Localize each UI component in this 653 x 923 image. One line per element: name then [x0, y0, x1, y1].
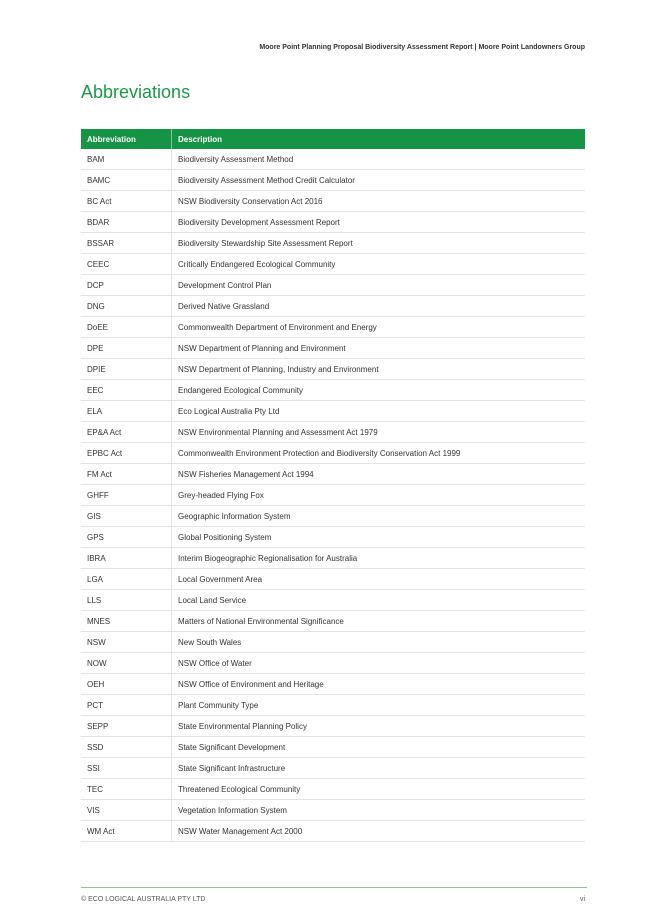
- description-cell: NSW Department of Planning, Industry and Environment: [172, 359, 586, 380]
- abbreviation-cell: DCP: [81, 275, 172, 296]
- description-cell: Development Control Plan: [172, 275, 586, 296]
- abbreviation-cell: EEC: [81, 380, 172, 401]
- table-row: [81, 590, 585, 611]
- abbreviation-cell: DPIE: [81, 359, 172, 380]
- table-header-row: [81, 129, 585, 149]
- description-cell: Local Government Area: [172, 569, 586, 590]
- abbreviation-cell: OEH: [81, 674, 172, 695]
- abbreviation-cell: NOW: [81, 653, 172, 674]
- table-row: [81, 380, 585, 401]
- abbreviation-cell: FM Act: [81, 464, 172, 485]
- table-row: [81, 695, 585, 716]
- table-row: [81, 359, 585, 380]
- table-row: [81, 422, 585, 443]
- description-cell: Local Land Service: [172, 590, 586, 611]
- description-cell: NSW Biodiversity Conservation Act 2016: [172, 191, 586, 212]
- table-row: [81, 506, 585, 527]
- description-cell: NSW Water Management Act 2000: [172, 821, 586, 842]
- column-header-description: Description: [172, 129, 586, 149]
- description-cell: Interim Biogeographic Regionalisation for Australia: [172, 548, 586, 569]
- abbreviation-cell: EPBC Act: [81, 443, 172, 464]
- description-cell: State Significant Infrastructure: [172, 758, 586, 779]
- description-cell: Global Positioning System: [172, 527, 586, 548]
- table-row: [81, 527, 585, 548]
- abbreviation-cell: PCT: [81, 695, 172, 716]
- abbreviation-cell: SSI: [81, 758, 172, 779]
- description-cell: Eco Logical Australia Pty Ltd: [172, 401, 586, 422]
- abbreviation-cell: ELA: [81, 401, 172, 422]
- description-cell: State Environmental Planning Policy: [172, 716, 586, 737]
- description-cell: Endangered Ecological Community: [172, 380, 586, 401]
- footer-divider: [81, 887, 587, 888]
- description-cell: New South Wales: [172, 632, 586, 653]
- page-title: Abbreviations: [81, 82, 191, 102]
- description-cell: Geographic Information System: [172, 506, 586, 527]
- description-cell: Biodiversity Stewardship Site Assessment Report: [172, 233, 586, 254]
- table-row: [81, 716, 585, 737]
- table-row: [81, 653, 585, 674]
- description-cell: Vegetation Information System: [172, 800, 586, 821]
- description-cell: Critically Endangered Ecological Community: [172, 254, 586, 275]
- abbreviation-cell: LGA: [81, 569, 172, 590]
- abbreviation-cell: BSSAR: [81, 233, 172, 254]
- table-row: [81, 149, 585, 170]
- table-row: [81, 233, 585, 254]
- abbreviation-cell: BAM: [81, 149, 172, 170]
- abbreviation-cell: DNG: [81, 296, 172, 317]
- page-number: vi: [579, 896, 585, 903]
- description-cell: Grey-headed Flying Fox: [172, 485, 586, 506]
- table-row: [81, 548, 585, 569]
- description-cell: Matters of National Environmental Significance: [172, 611, 586, 632]
- column-header-abbreviation: Abbreviation: [81, 129, 172, 149]
- table-body: [81, 149, 585, 842]
- abbreviation-cell: WM Act: [81, 821, 172, 842]
- table-row: [81, 632, 585, 653]
- table-row: [81, 170, 585, 191]
- table-row: [81, 317, 585, 338]
- table-row: [81, 254, 585, 275]
- description-cell: Commonwealth Department of Environment and Energy: [172, 317, 586, 338]
- table-row: [81, 674, 585, 695]
- table-row: [81, 275, 585, 296]
- table-row: [81, 758, 585, 779]
- abbreviation-cell: SSD: [81, 737, 172, 758]
- abbreviation-cell: MNES: [81, 611, 172, 632]
- abbreviation-cell: TEC: [81, 779, 172, 800]
- abbreviation-cell: NSW: [81, 632, 172, 653]
- abbreviation-cell: SEPP: [81, 716, 172, 737]
- table-row: [81, 191, 585, 212]
- footer-copyright: © ECO LOGICAL AUSTRALIA PTY LTD: [81, 896, 206, 903]
- description-cell: NSW Fisheries Management Act 1994: [172, 464, 586, 485]
- table-row: [81, 296, 585, 317]
- description-cell: NSW Office of Water: [172, 653, 586, 674]
- abbreviations-table: [81, 129, 585, 842]
- table-row: [81, 821, 585, 842]
- abbreviation-cell: IBRA: [81, 548, 172, 569]
- description-cell: NSW Environmental Planning and Assessment Act 1979: [172, 422, 586, 443]
- abbreviation-cell: EP&A Act: [81, 422, 172, 443]
- description-cell: NSW Department of Planning and Environment: [172, 338, 586, 359]
- abbreviation-cell: BAMC: [81, 170, 172, 191]
- description-cell: NSW Office of Environment and Heritage: [172, 674, 586, 695]
- page-header: Moore Point Planning Proposal Biodiversity Assessment Report | Moore Point Landowners Group: [259, 44, 585, 51]
- table-row: [81, 443, 585, 464]
- abbreviation-cell: BC Act: [81, 191, 172, 212]
- description-cell: State Significant Development: [172, 737, 586, 758]
- table-row: [81, 464, 585, 485]
- table-row: [81, 779, 585, 800]
- description-cell: Threatened Ecological Community: [172, 779, 586, 800]
- table-row: [81, 569, 585, 590]
- description-cell: Derived Native Grassland: [172, 296, 586, 317]
- description-cell: Biodiversity Assessment Method: [172, 149, 586, 170]
- table-row: [81, 485, 585, 506]
- abbreviation-cell: LLS: [81, 590, 172, 611]
- abbreviation-cell: DoEE: [81, 317, 172, 338]
- abbreviation-cell: BDAR: [81, 212, 172, 233]
- table-row: [81, 737, 585, 758]
- abbreviation-cell: GPS: [81, 527, 172, 548]
- description-cell: Biodiversity Development Assessment Report: [172, 212, 586, 233]
- abbreviation-cell: GIS: [81, 506, 172, 527]
- abbreviation-cell: CEEC: [81, 254, 172, 275]
- table-row: [81, 800, 585, 821]
- table-row: [81, 338, 585, 359]
- table-row: [81, 401, 585, 422]
- table-row: [81, 212, 585, 233]
- abbreviation-cell: GHFF: [81, 485, 172, 506]
- table-row: [81, 611, 585, 632]
- description-cell: Plant Community Type: [172, 695, 586, 716]
- abbreviation-cell: DPE: [81, 338, 172, 359]
- abbreviation-cell: VIS: [81, 800, 172, 821]
- description-cell: Commonwealth Environment Protection and Biodiversity Conservation Act 1999: [172, 443, 586, 464]
- description-cell: Biodiversity Assessment Method Credit Calculator: [172, 170, 586, 191]
